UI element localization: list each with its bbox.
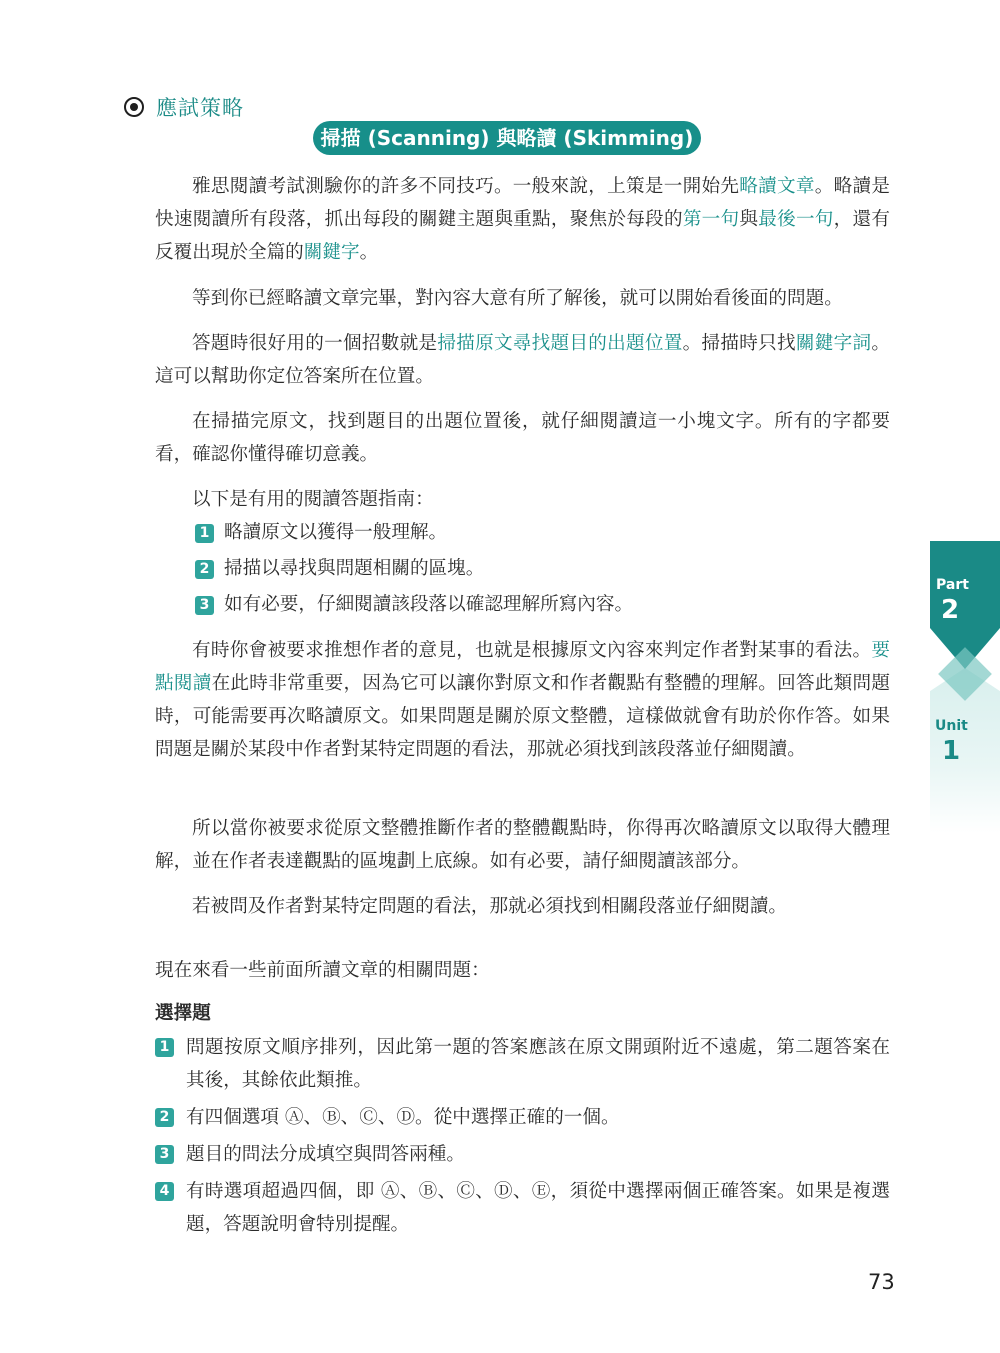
number-badge: 1 (195, 524, 214, 543)
para1-text-1: 雅思閱讀考試測驗你的許多不同技巧。一般來說，上策是一開始先 (192, 176, 740, 197)
section-heading-text: 應試策略 (156, 96, 244, 120)
para5-text-1: 有時你會被要求推想作者的意見，也就是根據原文內容來判定作者對某事的看法。 (192, 640, 872, 661)
guide-intro-text: 以下是有用的閱讀答題指南： (192, 489, 434, 510)
paragraph-4 (155, 405, 890, 471)
paragraph-1 (155, 170, 890, 269)
list-item-text: 掃描以尋找與問題相關的區塊。 (224, 558, 485, 579)
section-heading (124, 92, 244, 122)
para2-text: 等到你已經略讀文章完畢，對內容大意有所了解後，就可以開始看後面的問題。 (192, 288, 843, 309)
list-item-text: 有時選項超過四個，即 Ⓐ、Ⓑ、Ⓒ、Ⓓ、Ⓔ，須從中選擇兩個正確答案。如果是複選題，答題說明會特別提醒。 (186, 1181, 890, 1235)
list-item-text: 題目的問法分成填空與問答兩種。 (186, 1144, 465, 1165)
para3-text-1: 答題時很好用的一個招數就是 (192, 333, 438, 354)
para1-text-5: 。 (359, 242, 379, 263)
list-item-text: 略讀原文以獲得一般理解。 (224, 522, 448, 543)
para4-text: 在掃描完原文，找到題目的出題位置後，就仔細閱讀這一小塊文字。所有的字都要看，確認你懂得確切意義。 (155, 411, 890, 465)
mc-heading: 選擇題 (155, 1003, 211, 1024)
para5-text-2: 在此時非常重要，因為它可以讓你對原文和作者觀點有整體的理解。回答此類問題時，可能需要再次略讀原文。如果問題是關於原文整體，這樣做就會有助於你作答。如果問題是關於某段中作者對某特定問題的看法，那就必須找到該段落並仔細閱讀。 (155, 673, 890, 760)
mc-list (155, 1031, 890, 1245)
para3-highlight-1: 掃描原文尋找題目的出題位置 (437, 333, 683, 354)
para1-highlight-4: 關鍵字 (303, 242, 360, 263)
para1-highlight-1: 略讀文章 (739, 176, 815, 197)
number-badge: 2 (155, 1108, 174, 1127)
para3-text-3: 。這可以幫助你定位答案所在位置。 (155, 333, 890, 387)
para1-text-3: 與 (739, 209, 759, 230)
part-tab-label: Part (936, 577, 969, 593)
para3-text-2: 。掃描時只找 (682, 333, 796, 354)
number-badge: 1 (155, 1038, 174, 1057)
number-badge: 2 (195, 560, 214, 579)
para6-text: 所以當你被要求從原文整體推斷作者的整體觀點時，你得再次略讀原文以取得大體理解，並在作者表達觀點的區塊劃上底線。如有必要，請仔細閱讀該部分。 (155, 818, 890, 872)
paragraph-3 (155, 327, 890, 393)
number-badge: 4 (155, 1182, 174, 1201)
unit-tab-number: 1 (942, 736, 961, 766)
list-item (195, 551, 633, 587)
list-item-text: 如有必要，仔細閱讀該段落以確認理解所寫內容。 (224, 594, 634, 615)
unit-tab-label: Unit (935, 718, 968, 734)
para5-highlight-1: 要點閱讀 (155, 640, 890, 694)
list-item (155, 1175, 890, 1241)
number-badge: 3 (195, 596, 214, 615)
para1-highlight-2: 第一句 (682, 209, 740, 230)
list-item (155, 1031, 890, 1097)
para1-text-2: 。略讀是快速閱讀所有段落，抓出每段的關鍵主題與重點，聚焦於每段的 (155, 176, 890, 230)
para1-text-4: ，還有反覆出現於全篇的 (155, 209, 890, 263)
page-number: 73 (868, 1270, 895, 1294)
list-item-text: 有四個選項 Ⓐ、Ⓑ、Ⓒ、Ⓓ。從中選擇正確的一個。 (186, 1107, 620, 1128)
list-item (155, 1138, 890, 1171)
para3-highlight-2: 關鍵字詞 (795, 333, 872, 354)
list-item (195, 515, 633, 551)
target-icon (124, 97, 144, 117)
para1-highlight-3: 最後一句 (758, 209, 834, 230)
paragraph-5 (155, 634, 890, 766)
part-tab-number: 2 (941, 595, 960, 625)
paragraph-2 (155, 282, 890, 315)
now-look-text: 現在來看一些前面所讀文章的相關問題： (155, 960, 490, 981)
list-item (195, 587, 633, 623)
guide-intro (155, 483, 890, 516)
title-pill: 掃描 (Scanning) 與略讀 (Skimming) (313, 121, 701, 155)
paragraph-6 (155, 812, 890, 878)
guide-list (195, 515, 633, 623)
paragraph-7 (155, 890, 890, 923)
number-badge: 3 (155, 1145, 174, 1164)
list-item-text: 問題按原文順序排列，因此第一題的答案應該在原文開頭附近不遠處，第二題答案在其後，其餘依此類推。 (186, 1037, 890, 1091)
list-item (155, 1101, 890, 1134)
para7-text: 若被問及作者對某特定問題的看法，那就必須找到相關段落並仔細閱讀。 (192, 896, 788, 917)
